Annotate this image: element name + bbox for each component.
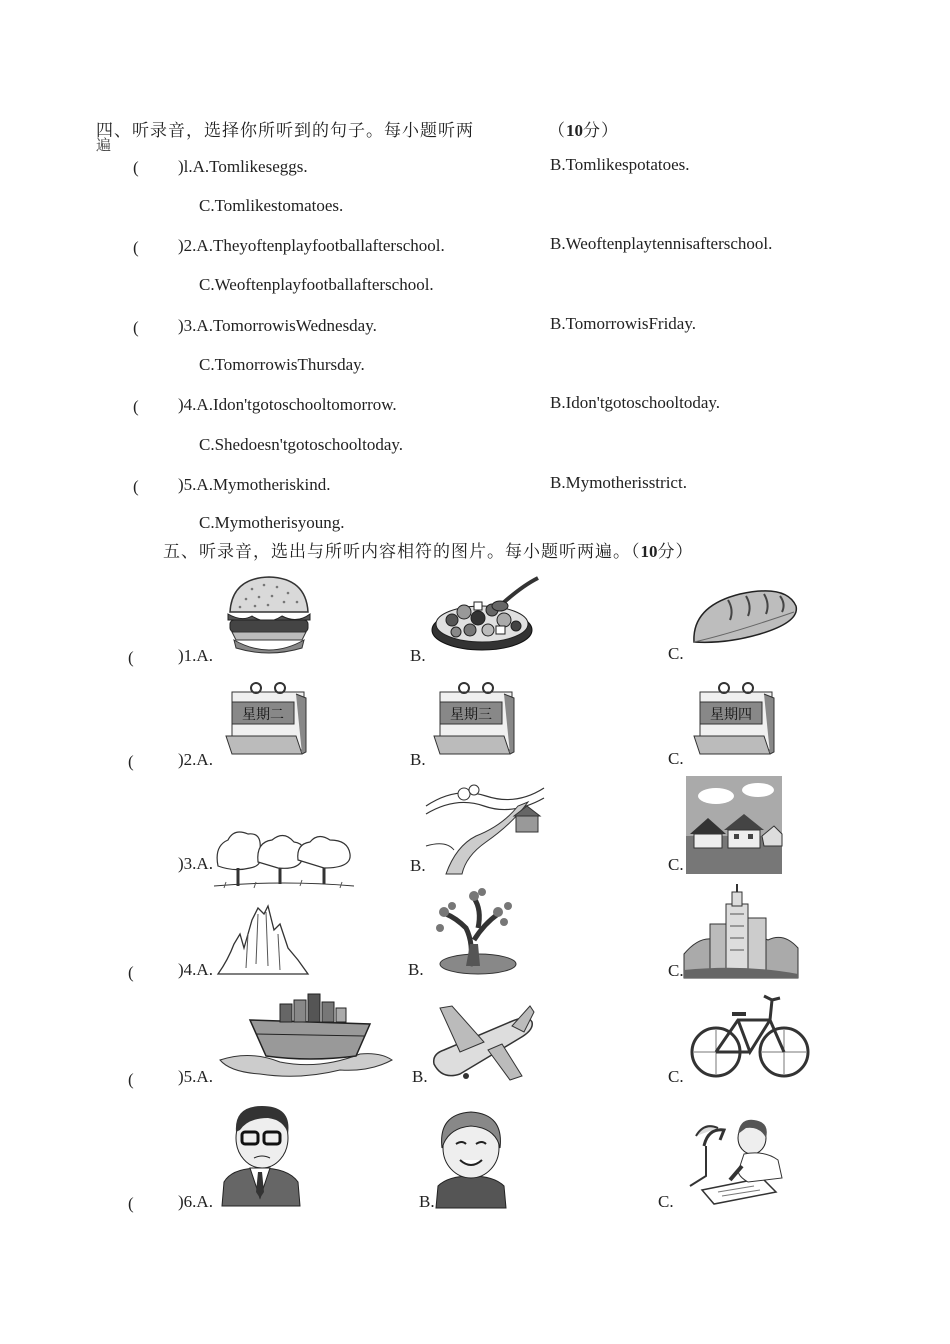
option-b-label: B.: [419, 1192, 435, 1211]
calendar-label: 星期二: [242, 707, 284, 723]
section5-heading-text: 五、听录音，选出与所听内容相符的图片。每小题听两遍。（: [163, 542, 641, 562]
salad-image: [430, 574, 546, 654]
option-b-label: B.: [412, 1067, 428, 1086]
option-a: )3.A.TomorrowisWednesday.: [178, 316, 377, 335]
mountain-image: [218, 904, 308, 976]
option-b: B.Idon'tgotoschooltoday.: [550, 393, 721, 412]
score-num: 10: [566, 121, 583, 140]
option-a: )2.A.Theyoftenplayfootballafterschool.: [178, 236, 445, 255]
option-c: C.Shedoesn'tgotoschooltoday.: [199, 435, 404, 454]
option-a-label: )3.A.: [178, 854, 213, 873]
option-c-label: C.: [658, 1192, 674, 1211]
option-a: )4.A.Idon'tgotoschooltomorrow.: [178, 395, 397, 414]
option-c: C.Tomlikestomatoes.: [199, 196, 344, 215]
option-b: B.Tomlikespotatoes.: [550, 155, 690, 174]
option-c-label: C.: [668, 749, 684, 768]
answer-paren: (: [133, 158, 139, 177]
answer-paren: (: [133, 477, 139, 496]
hamburger-image: [222, 574, 316, 658]
airplane-image: [430, 1004, 536, 1082]
option-c-label: C.: [668, 644, 684, 663]
section4-heading-cut: 遍: [96, 136, 113, 154]
option-a-label: )2.A.: [178, 750, 213, 769]
answer-paren: (: [133, 397, 139, 416]
option-c-label: C.: [668, 855, 684, 874]
score-num: 10: [640, 542, 658, 561]
score-open: （: [548, 121, 566, 141]
section5-heading: [163, 537, 694, 562]
man-with-glasses-image: [218, 1102, 302, 1206]
option-b-label: B.: [408, 960, 424, 979]
option-c: C.Weoftenplayfootballafterschool.: [199, 275, 434, 294]
option-b-label: B.: [410, 856, 426, 875]
ship-image: [220, 990, 392, 1080]
calendar-thursday-image: [686, 680, 778, 760]
park-trees-image: [214, 826, 354, 892]
grandmother-image: [434, 1108, 508, 1208]
section4-score: [548, 116, 619, 141]
option-c-label: C.: [668, 961, 684, 980]
option-c-label: C.: [668, 1067, 684, 1086]
answer-paren: (: [128, 963, 134, 982]
answer-paren: (: [128, 1194, 134, 1213]
answer-paren: (: [133, 318, 139, 337]
option-c: C.TomorrowisThursday.: [199, 355, 365, 374]
option-a-label: )1.A.: [178, 646, 213, 665]
tree-image: [434, 884, 522, 978]
calendar-label: 星期三: [450, 707, 492, 723]
option-b: B.Weoftenplaytennisafterschool.: [550, 234, 773, 253]
option-b: B.Mymotherisstrict.: [550, 473, 687, 492]
option-a: )5.A.Mymotheriskind.: [178, 475, 331, 494]
option-a-label: )5.A.: [178, 1067, 213, 1086]
bicycle-image: [688, 990, 812, 1084]
village-image: [686, 776, 782, 874]
section4-heading: 四、听录音，选择你所听到的句子。每小题听两: [96, 121, 474, 141]
option-a: )l.A.Tomlikeseggs.: [178, 157, 308, 176]
bread-image: [690, 586, 800, 648]
score-close: 分）: [657, 542, 694, 562]
option-a-label: )6.A.: [178, 1192, 213, 1211]
option-b-label: B.: [410, 646, 426, 665]
calendar-wednesday-image: [426, 680, 518, 760]
city-image: [684, 884, 798, 978]
answer-paren: (: [128, 752, 134, 771]
calendar-label: 星期四: [710, 707, 752, 723]
option-b: B.TomorrowisFriday.: [550, 314, 696, 333]
option-a-label: )4.A.: [178, 960, 213, 979]
answer-paren: (: [128, 648, 134, 667]
option-c: C.Mymotherisyoung.: [199, 513, 345, 532]
answer-paren: (: [133, 238, 139, 257]
score-close: 分）: [583, 121, 619, 141]
option-b-label: B.: [410, 750, 426, 769]
answer-paren: (: [128, 1070, 134, 1089]
river-map-image: [426, 776, 544, 874]
student-studying-image: [684, 1116, 788, 1206]
calendar-tuesday-image: [218, 680, 310, 760]
